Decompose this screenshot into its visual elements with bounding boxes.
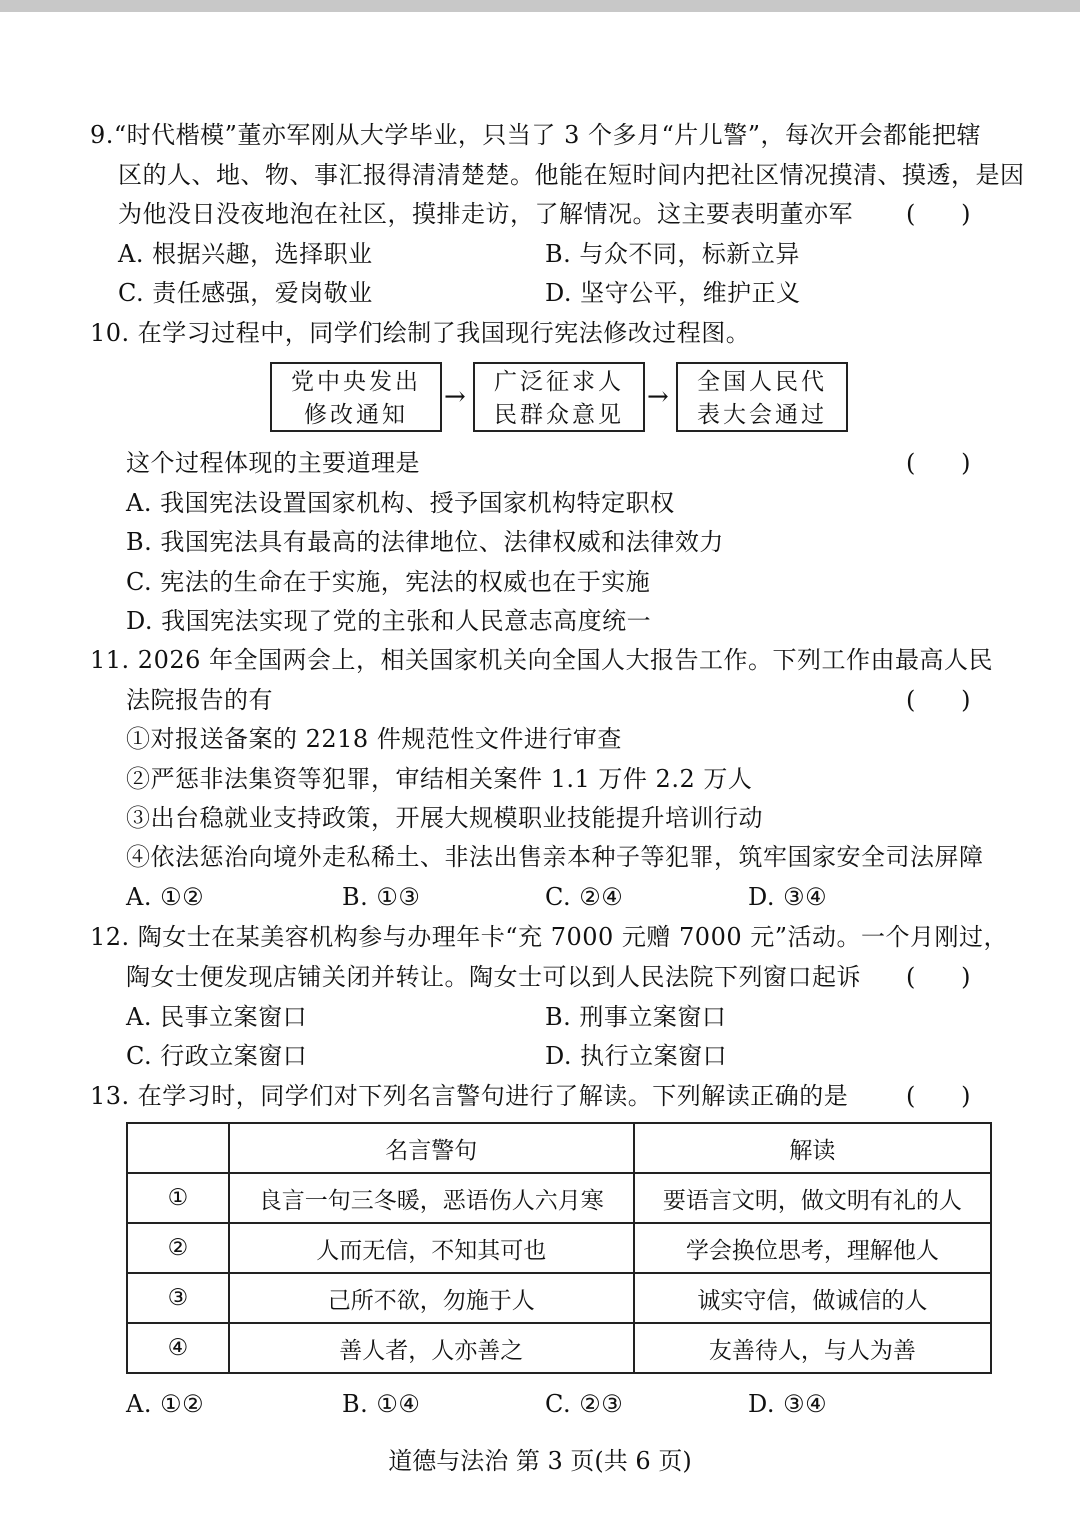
flow-step-2 xyxy=(473,362,645,432)
flow-step-2-line-2: 民群众意见 xyxy=(494,402,624,428)
row-quote: 良言一句三冬暖，恶语伤人六月寒 xyxy=(229,1173,634,1223)
q11-answer-blank: ( ) xyxy=(906,686,971,714)
q13-option-d: D. ③④ xyxy=(748,1390,828,1418)
row-index: ② xyxy=(127,1223,229,1273)
q9-option-c: C. 责任感强，爱岗敬业 xyxy=(118,279,373,307)
q10-stem: 10. 在学习过程中，同学们绘制了我国现行宪法修改过程图。 xyxy=(90,319,751,347)
table-header-interpretation: 解读 xyxy=(634,1123,991,1173)
table-row xyxy=(127,1273,991,1323)
q11-item-3: ③出台稳就业支持政策，开展大规模职业技能提升培训行动 xyxy=(126,804,763,832)
q9-option-a: A. 根据兴趣，选择职业 xyxy=(118,240,373,268)
row-interpretation: 友善待人，与人为善 xyxy=(634,1323,991,1373)
row-interpretation: 诚实守信，做诚信的人 xyxy=(634,1273,991,1323)
q12-option-c: C. 行政立案窗口 xyxy=(126,1042,308,1070)
flow-step-3-line-2: 表大会通过 xyxy=(697,402,827,428)
table-row xyxy=(127,1323,991,1373)
q9-stem-line-2: 区的人、地、物、事汇报得清清楚楚。他能在短时间内把社区情况摸清、摸透，是因 xyxy=(118,161,1025,189)
row-quote: 善人者，人亦善之 xyxy=(229,1323,634,1373)
q10-option-c: C. 宪法的生命在于实施，宪法的权威也在于实施 xyxy=(126,568,651,596)
row-index: ④ xyxy=(127,1323,229,1373)
q12-option-a: A. 民事立案窗口 xyxy=(126,1003,308,1031)
flow-step-1-line-2: 修改通知 xyxy=(304,402,408,428)
q11-stem-line-1: 11. 2026 年全国两会上，相关国家机关向全国人大报告工作。下列工作由最高人民 xyxy=(90,646,994,674)
q13-option-a: A. ①② xyxy=(126,1390,205,1418)
q10-option-a: A. 我国宪法设置国家机构、授予国家机构特定职权 xyxy=(126,489,675,517)
q9-stem-line-3: 为他没日没夜地泡在社区，摸排走访，了解情况。这主要表明董亦军 xyxy=(118,200,853,228)
table-header-quote: 名言警句 xyxy=(229,1123,634,1173)
q10-option-b: B. 我国宪法具有最高的法律地位、法律权威和法律效力 xyxy=(126,528,724,556)
row-quote: 己所不欲，勿施于人 xyxy=(229,1273,634,1323)
flow-step-1-line-1: 党中央发出 xyxy=(291,369,421,395)
table-header-index xyxy=(127,1123,229,1173)
q12-stem-line-2: 陶女士便发现店铺关闭并转让。陶女士可以到人民法院下列窗口起诉 xyxy=(126,963,861,991)
q11-item-2: ②严惩非法集资等犯罪，审结相关案件 1.1 万件 2.2 万人 xyxy=(126,765,753,793)
q11-item-1: ①对报送备案的 2218 件规范性文件进行审查 xyxy=(126,725,622,753)
q10-option-d: D. 我国宪法实现了党的主张和人民意志高度统一 xyxy=(126,607,652,635)
flow-step-3 xyxy=(676,362,848,432)
q11-stem-line-2: 法院报告的有 xyxy=(126,686,273,714)
q10-question: 这个过程体现的主要道理是 xyxy=(126,449,420,477)
q12-option-b: B. 刑事立案窗口 xyxy=(545,1003,727,1031)
flow-step-3-line-1: 全国人民代 xyxy=(697,369,827,395)
q9-option-d: D. 坚守公平，维护正义 xyxy=(545,279,801,307)
flow-step-1 xyxy=(270,362,442,432)
q11-option-d: D. ③④ xyxy=(748,883,828,911)
q12-stem-line-1: 12. 陶女士在某美容机构参与办理年卡“充 7000 元赠 7000 元”活动。一个月刚过， xyxy=(90,923,1009,951)
q10-answer-blank: ( ) xyxy=(906,449,971,477)
q11-option-a: A. ①② xyxy=(126,883,205,911)
page-footer: 道德与法治 第 3 页(共 6 页) xyxy=(388,1447,692,1475)
q9-option-b: B. 与众不同，标新立异 xyxy=(545,240,800,268)
q13-option-c: C. ②③ xyxy=(545,1390,624,1418)
q11-item-4: ④依法惩治向境外走私稀土、非法出售亲本种子等犯罪，筑牢国家安全司法屏障 xyxy=(126,843,984,871)
flow-arrow-2: → xyxy=(647,382,669,412)
table-row xyxy=(127,1173,991,1223)
table-header-row xyxy=(127,1123,991,1173)
q9-answer-blank: ( ) xyxy=(906,200,971,228)
row-interpretation: 要语言文明，做文明有礼的人 xyxy=(634,1173,991,1223)
q13-option-b: B. ①④ xyxy=(342,1390,421,1418)
q13-stem: 13. 在学习时，同学们对下列名言警句进行了解读。下列解读正确的是 xyxy=(90,1082,849,1110)
flow-arrow-1: → xyxy=(444,382,466,412)
q13-quote-table xyxy=(126,1122,992,1374)
table-row xyxy=(127,1223,991,1273)
row-interpretation: 学会换位思考，理解他人 xyxy=(634,1223,991,1273)
row-index: ③ xyxy=(127,1273,229,1323)
flow-step-2-line-1: 广泛征求人 xyxy=(494,369,624,395)
q11-option-b: B. ①③ xyxy=(342,883,421,911)
q13-answer-blank: ( ) xyxy=(906,1082,971,1110)
row-quote: 人而无信，不知其可也 xyxy=(229,1223,634,1273)
q12-option-d: D. 执行立案窗口 xyxy=(545,1042,728,1070)
q12-answer-blank: ( ) xyxy=(906,963,971,991)
q11-option-c: C. ②④ xyxy=(545,883,624,911)
row-index: ① xyxy=(127,1173,229,1223)
q9-stem-line-1: 9.“时代楷模”董亦军刚从大学毕业，只当了 3 个多月“片儿警”，每次开会都能把辖 xyxy=(90,121,982,149)
